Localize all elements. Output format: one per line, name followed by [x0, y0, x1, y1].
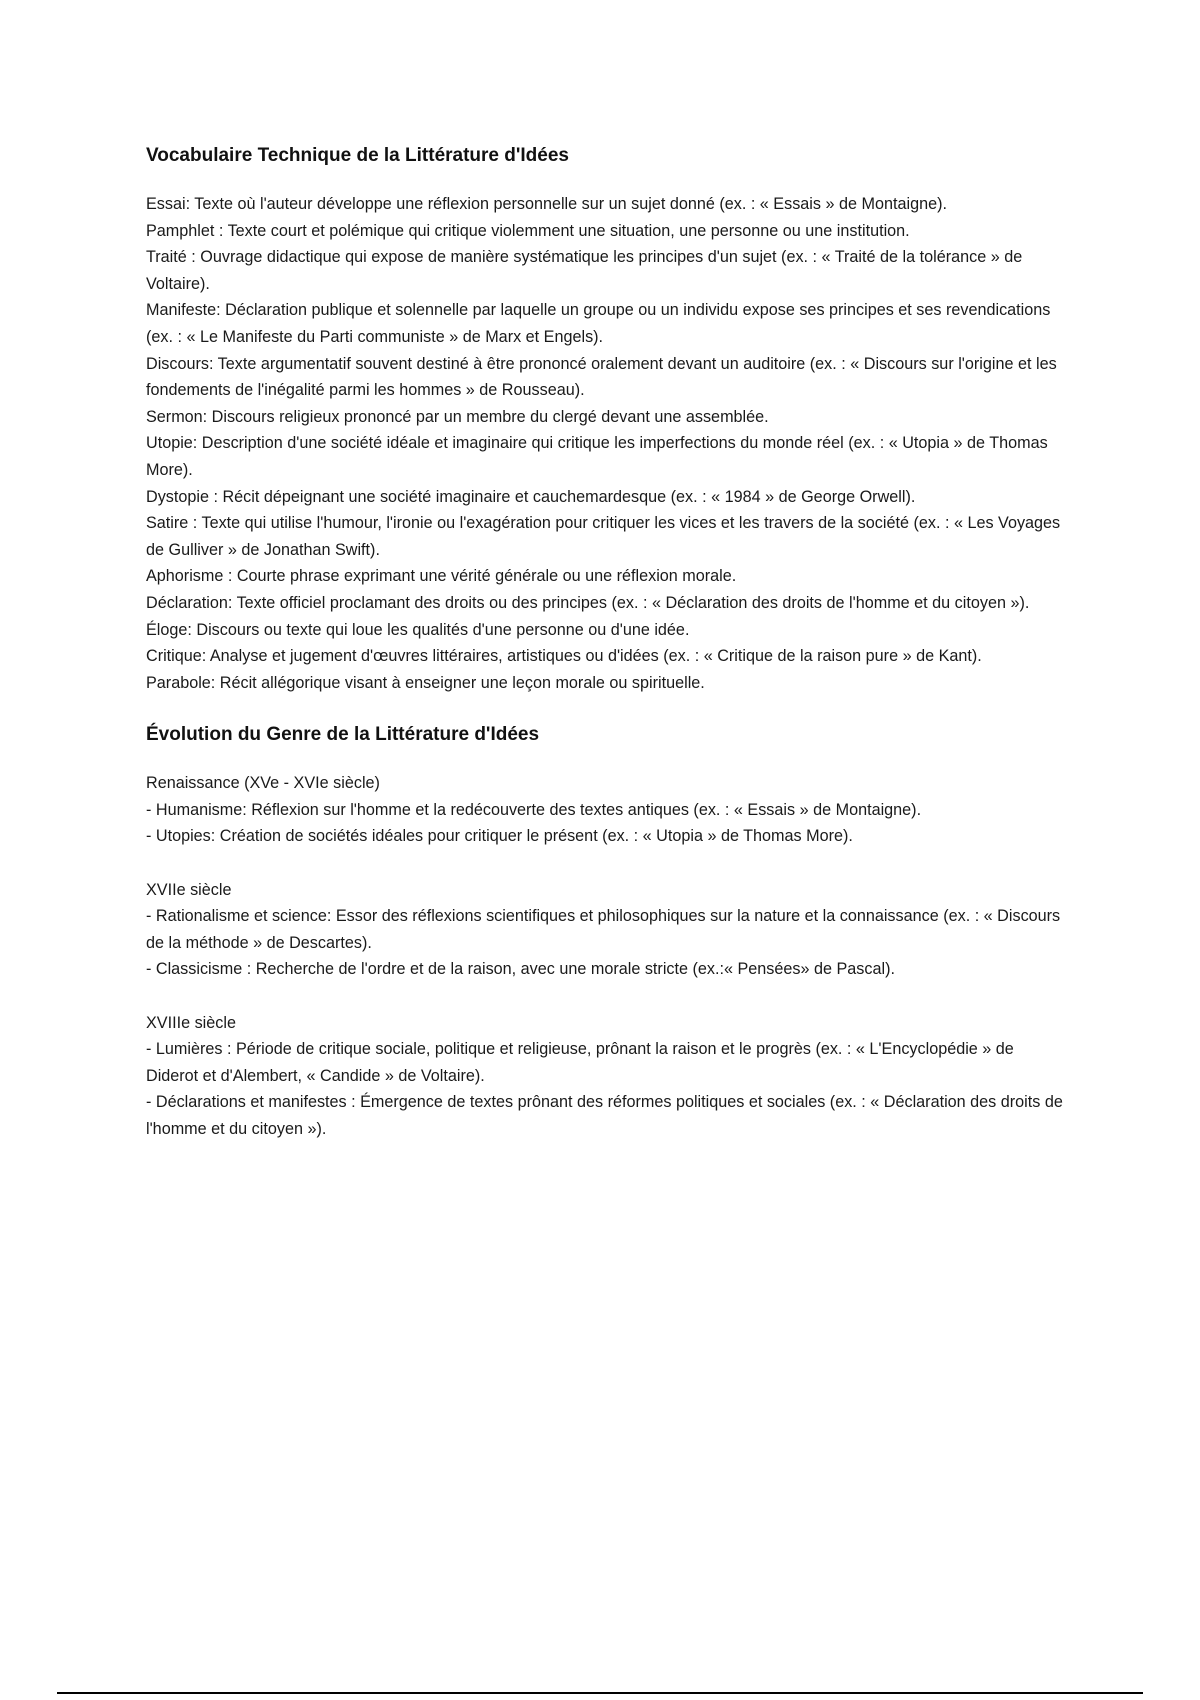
vocabulary-section	[146, 143, 1066, 696]
vocabulary-entry: Pamphlet : Texte court et polémique qui critique violemment une situation, une personne ou une institution.	[146, 221, 910, 240]
period-item: - Utopies: Création de sociétés idéales pour critiquer le présent (ex. : « Utopia » de Thomas More).	[146, 827, 853, 846]
vocabulary-entry: Parabole: Récit allégorique visant à enseigner une leçon morale ou spirituelle.	[146, 673, 705, 692]
evolution-title: Évolution du Genre de la Littérature d'Idées	[146, 724, 540, 746]
vocabulary-entry: Aphorisme : Courte phrase exprimant une vérité générale ou une réflexion morale.	[146, 567, 737, 586]
period-items	[146, 797, 1066, 850]
vocabulary-entry: Essai: Texte où l'auteur développe une réflexion personnelle sur un sujet donné (ex. : « Essais » de Montaigne).	[146, 195, 947, 213]
period-title: XVIIIe siècle	[146, 1013, 236, 1032]
vocabulary-entry: Utopie: Description d'une société idéale et imaginaire qui critique les imperfections du monde réel (ex. : « Utopia » de Thomas More).	[146, 434, 1048, 479]
vocabulary-entry: Éloge: Discours ou texte qui loue les qualités d'une personne ou d'une idée.	[146, 620, 690, 639]
period-item: - Humanisme: Réflexion sur l'homme et la redécouverte des textes antiques (ex. : « Essais » de Montaigne).	[146, 800, 922, 819]
period-title: Renaissance (XVe - XVIe siècle)	[146, 774, 380, 793]
period-block	[146, 1010, 1066, 1143]
period-items	[146, 903, 1066, 983]
period-items	[146, 1036, 1066, 1142]
footer-divider	[57, 1692, 1143, 1694]
document-page	[146, 143, 1066, 1169]
period-block	[146, 877, 1066, 983]
evolution-section	[146, 722, 1066, 1142]
vocabulary-entry: Satire : Texte qui utilise l'humour, l'ironie ou l'exagération pour critiquer les vices et les travers de la société (ex. : « Les Voyages de Gulliver » de Jonathan Swift).	[146, 514, 1061, 559]
period-title: XVIIe siècle	[146, 880, 232, 899]
period-block	[146, 770, 1066, 850]
period-item: - Déclarations et manifestes : Émergence de textes prônant des réformes politiques et sociales (ex. : « Déclaration des droits de l'homme et du citoyen »).	[146, 1093, 1063, 1138]
vocabulary-entry: Dystopie : Récit dépeignant une société imaginaire et cauchemardesque (ex. : « 1984 » de George Orwell).	[146, 487, 916, 506]
vocabulary-entry: Sermon: Discours religieux prononcé par un membre du clergé devant une assemblée.	[146, 407, 769, 426]
vocabulary-entry: Critique: Analyse et jugement d'œuvres littéraires, artistiques ou d'idées (ex. : « Critique de la raison pure » de Kant).	[146, 647, 982, 666]
vocabulary-entry: Déclaration: Texte officiel proclamant des droits ou des principes (ex. : « Déclaration des droits de l'homme et du citoyen »).	[146, 593, 1030, 612]
period-item: - Classicisme : Recherche de l'ordre et de la raison, avec une morale stricte (ex.:« Pensées» de Pascal).	[146, 960, 895, 979]
vocabulary-title: Vocabulaire Technique de la Littérature d'Idées	[146, 145, 569, 166]
vocabulary-list	[146, 191, 1066, 696]
period-item: - Lumières : Période de critique sociale, politique et religieuse, prônant la raison et le progrès (ex. : « L'Encyclopédie » de Diderot et d'Alembert, « Candide » de Voltaire).	[146, 1040, 1014, 1085]
period-item: - Rationalisme et science: Essor des réflexions scientifiques et philosophiques sur la nature et la connaissance (ex. : « Discours de la méthode » de Descartes).	[146, 907, 1061, 952]
vocabulary-entry: Discours: Texte argumentatif souvent destiné à être prononcé oralement devant un auditoire (ex. : « Discours sur l'origine et les fondements de l'inégalité parmi les hommes » de Rousseau).	[146, 354, 1057, 400]
vocabulary-entry: Traité : Ouvrage didactique qui expose de manière systématique les principes d'un sujet (ex. : « Traité de la tolérance » de Voltaire).	[146, 248, 1023, 293]
vocabulary-entry: Manifeste: Déclaration publique et solennelle par laquelle un groupe ou un individu expose ses principes et ses revendications (ex. : « Le Manifeste du Parti communiste » de Marx et Engels).	[146, 301, 1051, 346]
